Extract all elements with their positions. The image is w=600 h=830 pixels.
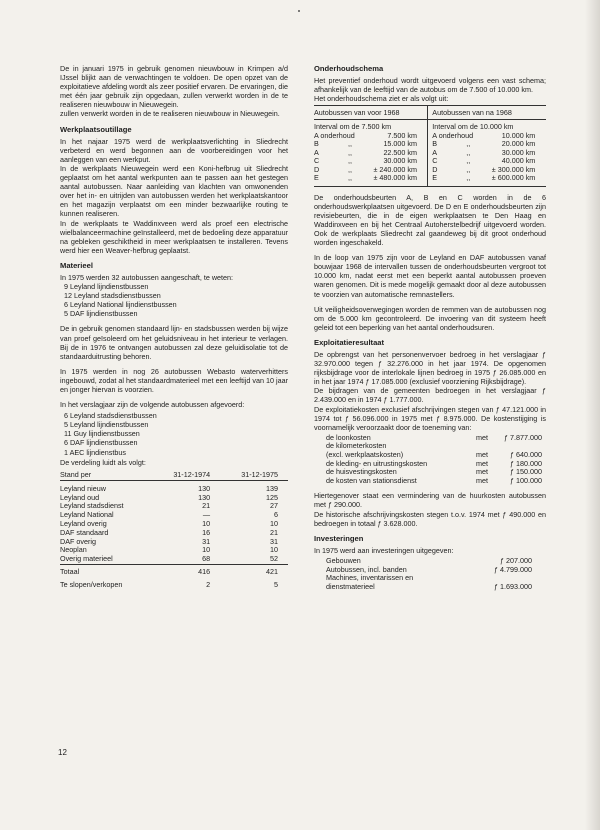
km-value: ± 600.000 km xyxy=(491,173,536,183)
table-header-row xyxy=(314,106,546,120)
table-row xyxy=(60,480,288,493)
intro-paragraph xyxy=(60,64,288,119)
service-type: C xyxy=(314,156,320,166)
results-text: De exploitatiekosten exclusief afschrijvingen stegen van ƒ 47.121.000 in 1974 tot ƒ 56.096.000 in 1975 met ƒ 8.975.000. De kostenstijging is voornamelijk veroorzaakt door de toeneming van: xyxy=(314,404,546,432)
material-paragraph: In het verslagjaar zijn de volgende autobussen afgevoerd: xyxy=(60,400,245,410)
table-scrap-row xyxy=(60,577,288,590)
list-item: 6 DAF lijndienstbussen xyxy=(64,438,138,448)
service-type: A onderhoud xyxy=(432,130,474,140)
invest-amount: ƒ 4.799.000 xyxy=(494,564,532,574)
list-item: 5 Leyland lijndienstbussen xyxy=(64,420,149,430)
table-cell: Leyland oud xyxy=(60,492,100,502)
service-type: A onderhoud xyxy=(314,130,355,140)
table-header-row xyxy=(60,469,288,481)
interval-label: Interval om de 10.000 km xyxy=(432,122,514,132)
purchased-list xyxy=(60,282,288,318)
cost-met: met xyxy=(476,458,488,468)
table-cell: 21 xyxy=(270,527,278,537)
cost-label: (excl. werkplaatskosten) xyxy=(326,450,404,459)
cost-met: met xyxy=(476,450,488,459)
speck-mark xyxy=(298,10,300,12)
invest-amount: ƒ 1.693.000 xyxy=(494,581,532,591)
table-header: Stand per xyxy=(60,469,152,481)
km-value: 22.500 km xyxy=(383,147,417,157)
page-edge-shadow xyxy=(585,0,600,830)
km-value: 40.000 km xyxy=(501,156,536,166)
cost-amount: ƒ 640.000 xyxy=(510,450,542,459)
fleet-table xyxy=(60,469,288,590)
workshop-text: In de werkplaats Nieuwegein werd een Koni-hefbrug uit Sliedrecht geplaatst om het aantal werkpunten aan te passen aan het gestegen aantal autobussen. Naar aanleiding van klachten van omwonenden over het in- en uitrijden van autobussen werden het werkplaatskantoor en het magazijn verplaatst om een minder bezwaarlijke routing te kunnen realiseren. xyxy=(60,163,288,219)
maintenance-paragraph: In de loop van 1975 zijn voor de Leyland en DAF autobussen vanaf bouwjaar 1968 de intervallen tussen de onderhoudsbeurten vergroot tot 10.000 km, nadat eerst met een beperkt aantal autobussen proeven waren genomen. Dit is mede mogelijk gemaakt door al deze autobussen te voorzien van automatische remnastellers. xyxy=(314,253,546,299)
list-item: 5 DAF lijndienstbussen xyxy=(64,309,138,319)
invest-label: Machines, inventarissen en xyxy=(326,573,414,583)
material-intro: In 1975 werden 32 autobussen aangeschaft, te weten: xyxy=(60,272,234,282)
table-total-row xyxy=(60,565,288,577)
service-type: E xyxy=(432,173,438,183)
service-type: A xyxy=(432,147,438,157)
km-value: 10.000 km xyxy=(501,130,536,140)
interval-label: Interval om de 7.500 km xyxy=(314,122,392,132)
table-cell: Leyland overig xyxy=(60,519,107,529)
list-item: 1 AEC lijndienstbus xyxy=(64,447,126,457)
table-cell: DAF standaard xyxy=(60,527,109,537)
ditto: ,, xyxy=(466,156,471,166)
maintenance-intro: Het preventief onderhoud wordt uitgevoerd volgens een vast schema; afhankelijk van de leeftijd van de autobus om de 7.500 of 10.000 km. xyxy=(314,76,546,95)
table-cell: 10 xyxy=(270,545,278,555)
table-cell: 6 xyxy=(274,510,278,520)
service-type: C xyxy=(432,156,438,166)
table-cell: 31 xyxy=(270,536,278,546)
cost-amount: ƒ 180.000 xyxy=(510,458,542,468)
ditto: ,, xyxy=(348,156,352,166)
results-text: De opbrengst van het personenvervoer bedroeg in het verslagjaar ƒ 32.970.000 tegen ƒ 32.276.000 in het jaar 1974. De opgenomen rijksbijdrage voor de interlokale lijnen bedroeg in 1975 ƒ 26.085.000 en in het jaar 1974 ƒ 17.085.000 (exclusief voorziening Rijksbijdrage). xyxy=(314,349,546,387)
table-cell: 130 xyxy=(198,483,211,493)
km-value: 20.000 km xyxy=(501,139,536,149)
invest-label: dienstmaterieel xyxy=(326,581,375,591)
invest-row xyxy=(326,583,546,592)
cost-met: met xyxy=(476,432,488,442)
service-type: D xyxy=(314,164,320,174)
invest-amount: ƒ 207.000 xyxy=(500,555,532,565)
schedule-column-post-1968 xyxy=(428,120,546,186)
list-item: 12 Leyland stadsdienstbussen xyxy=(64,291,161,301)
cost-amount: ƒ 100.000 xyxy=(510,475,542,485)
table-header: 31-12-1974 xyxy=(152,469,220,481)
table-cell: Neoplan xyxy=(60,545,87,555)
material-paragraph: In 1975 werden in nog 26 autobussen Webasto waterverhitters ingebouwd, zodat al het standaardmaterieel met een leeftijd van 10 jaar en jonger hiervan is voorzien. xyxy=(60,366,288,394)
left-column xyxy=(60,64,288,590)
ditto: ,, xyxy=(466,173,471,183)
invest-heading: Investeringen xyxy=(314,533,364,543)
schedule-row xyxy=(314,174,427,183)
material-paragraph: De in gebruik genomen standaard lijn- en stadsbussen werden bij wijze van proef geïsoleerd om het geluidsniveau in het interieur te verlagen. Bij de in 1976 te ontvangen autobussen zal deze geluidisolatie tot de standaarduitrusting behoren. xyxy=(60,324,288,361)
distribution-intro: De verdeling luidt als volgt: xyxy=(60,457,146,467)
invest-intro: In 1975 werd aan investeringen uitgegeven: xyxy=(314,545,454,555)
km-value: 15.000 km xyxy=(383,139,417,149)
maintenance-heading: Onderhoudschema xyxy=(314,64,384,73)
table-cell: 68 xyxy=(202,554,211,564)
service-type: A xyxy=(314,147,319,157)
workshop-text: In het najaar 1975 werd de werkplaatsverlichting in Sliedrecht verbeterd en werd begonnen aan de voorbereidingen voor het aanleggen van een werkput. xyxy=(60,136,288,164)
km-value: 7.500 km xyxy=(387,130,417,140)
table-cell: 21 xyxy=(202,501,211,511)
ditto: ,, xyxy=(348,147,352,157)
right-column xyxy=(314,64,546,595)
intro-text-repeat: zullen verwerkt worden in de te realiseren nieuwbouw in Nieuwegein. xyxy=(60,109,280,119)
list-item: 9 Leyland lijndienstbussen xyxy=(64,282,149,292)
cost-label: de huisvestingskosten xyxy=(326,467,397,477)
table-cell: 16 xyxy=(202,527,211,537)
ditto: ,, xyxy=(466,164,471,174)
table-cell: Overig materieel xyxy=(60,554,113,564)
maintenance-intro2: Het onderhoudschema ziet er als volgt uit: xyxy=(314,94,449,104)
cost-label: de kosten van stationsdienst xyxy=(326,475,417,485)
table-header: 31-12-1975 xyxy=(220,469,288,481)
page-number: 12 xyxy=(58,748,67,757)
table-row xyxy=(60,555,288,564)
table-cell: Totaal xyxy=(60,565,152,577)
table-cell: — xyxy=(202,510,211,520)
list-item: 6 Leyland National lijndienstbussen xyxy=(64,300,177,310)
table-cell: 52 xyxy=(270,554,278,564)
table-cell: Leyland National xyxy=(60,510,114,520)
schedule-column-pre-1968 xyxy=(314,120,428,186)
workshop-paragraph xyxy=(60,137,288,255)
investment-list xyxy=(326,557,546,591)
cost-increase-list xyxy=(326,434,546,486)
table-row xyxy=(60,538,288,547)
table-cell: Leyland stadsdienst xyxy=(60,501,124,511)
schedule-row xyxy=(432,174,546,183)
km-value: ± 240.000 km xyxy=(373,164,417,174)
table-cell: 5 xyxy=(274,579,278,589)
ditto: ,, xyxy=(348,164,352,174)
table-cell: 10 xyxy=(270,519,278,529)
cost-amount: ƒ 150.000 xyxy=(510,467,542,477)
table-cell: Te slopen/verkopen xyxy=(60,579,123,589)
results-paragraph xyxy=(314,350,546,432)
ditto: ,, xyxy=(348,139,352,149)
km-value: 30.000 km xyxy=(383,156,417,166)
cost-met: met xyxy=(476,467,488,477)
cost-label: de loonkosten xyxy=(326,432,371,442)
list-item: 11 Guy lijndienstbussen xyxy=(64,429,140,439)
table-cell: 31 xyxy=(202,536,211,546)
ditto: ,, xyxy=(466,139,471,149)
material-heading: Materieel xyxy=(60,260,93,270)
results-heading: Exploitatieresultaat xyxy=(314,337,385,347)
table-cell: 125 xyxy=(266,492,278,502)
table-cell: 10 xyxy=(202,545,211,555)
table-cell: DAF overig xyxy=(60,536,96,546)
service-type: B xyxy=(432,139,438,149)
workshop-text: In de werkplaats te Waddinxveen werd als proef een electrische wielbalanceermachine geïnstalleerd, met de bedoeling deze apparatuur na gebleken geschiktheid in meer werkplaatsen te installeren. Tevens werd hier een Weaver-hefbrug geplaatst. xyxy=(60,218,288,255)
maintenance-paragraph: De onderhoudsbeurten A, B en C worden in de 6 onderhoudswerkplaatsen uitgevoerd. De D en E onderhoudsbeurten zijn revisiebeurten, die in de eigen werkplaatsen te Den Haag en Waddinxveen en bij het Centraal Autoherstelbedrijf uitgevoerd worden. Ook de werkplaats Sliedrecht zal gaandeweg bij dit groot onderhoud worden ingeschakeld. xyxy=(314,192,546,248)
cost-met: met xyxy=(476,475,488,485)
km-value: ± 300.000 km xyxy=(491,164,536,174)
results-paragraph: De historische afschrijvingskosten stegen t.o.v. 1974 met ƒ 490.000 en bedroegen in totaal ƒ 3.628.000. xyxy=(314,509,546,528)
invest-label: Autobussen, incl. banden xyxy=(326,564,407,574)
table-header: Autobussen van na 1968 xyxy=(428,106,546,120)
results-paragraph: Hiertegenover staat een vermindering van de huurkosten autobussen met ƒ 290.000. xyxy=(314,491,546,510)
removed-list xyxy=(60,411,288,456)
table-cell: 2 xyxy=(206,579,211,589)
ditto: ,, xyxy=(348,173,352,183)
table-cell: 421 xyxy=(220,565,288,577)
invest-label: Gebouwen xyxy=(326,555,361,565)
table-cell: 416 xyxy=(152,565,220,577)
km-value: ± 480.000 km xyxy=(373,173,417,183)
table-cell: Leyland nieuw xyxy=(60,483,106,493)
table-cell: 139 xyxy=(266,483,278,493)
maintenance-paragraph: Uit veiligheidsoverwegingen worden de remmen van de autobussen nog om de 5.000 km gecontroleerd. De invoering van dit systeem heeft geleid tot een beperking van het aantal onderhoudsuren. xyxy=(314,304,546,332)
cost-row xyxy=(326,477,546,486)
table-cell: 10 xyxy=(202,519,211,529)
table-cell: 130 xyxy=(198,492,211,502)
table-header: Autobussen van voor 1968 xyxy=(314,106,428,120)
service-type: B xyxy=(314,139,319,149)
service-type: E xyxy=(314,173,319,183)
maintenance-schedule-table xyxy=(314,105,546,186)
cost-label: de kilometerkosten xyxy=(326,441,387,451)
ditto: ,, xyxy=(466,147,471,157)
cost-label: de kleding- en uitrustingskosten xyxy=(326,458,428,468)
cost-amount: ƒ 7.877.000 xyxy=(504,432,542,442)
results-text: De bijdragen van de gemeenten bedroegen in het verslagjaar ƒ 2.439.000 en in 1974 ƒ 1.777.000. xyxy=(314,386,546,405)
list-item: 6 Leyland stadsdienstbussen xyxy=(64,411,157,421)
table-row xyxy=(314,120,546,186)
service-type: D xyxy=(432,164,438,174)
workshop-heading: Werkplaatsoutillage xyxy=(60,124,132,134)
table-cell: 27 xyxy=(270,501,278,511)
km-value: 30.000 km xyxy=(501,147,536,157)
intro-text: De in januari 1975 in gebruik genomen nieuwbouw in Krimpen a/d IJssel blijkt aan de verwachtingen te voldoen. De open opzet van de exploitatieve afdeling wordt als zeer positief ervaren. De ervaringen, die met één jaar gebruik zijn opgedaan, zullen verwerkt worden in de te realiseren nieuwbouw in Nieuwegein. xyxy=(60,64,288,110)
